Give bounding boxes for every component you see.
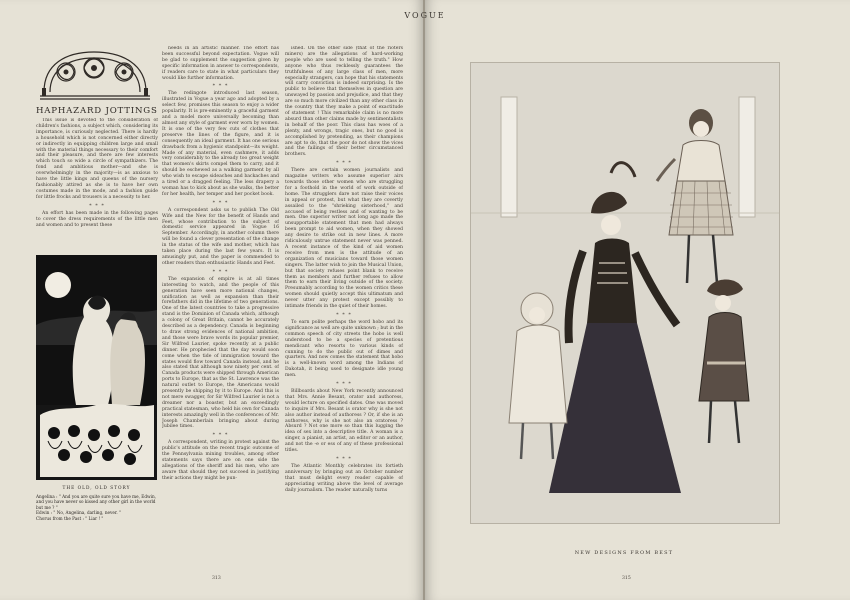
running-head: VOGUE xyxy=(404,11,446,20)
asterism-divider: * * * xyxy=(212,432,229,439)
paragraph: The expansion of empire is at all times interesting to watch, and the people of this generation have seen more national changes, unification as well as expansion than their forefathers did in the lifetime of two generations. One of the latest countries to take a progressive stand is the Dominion of Canada which, although a colony of Great Britain, cannot be accurately described as a dependency. Canada is beginning to draw strong evidences of national ambition, and those were brave words its popular premier, Sir Wilfred Laurier, spoke recently at a public dinner. He prophecied that the day would soon come when the tide of immigration toward the states would flow toward Canada instead, and he also stated that although now ninety per cent. of Canada products were shipped through American ports to Europe, that as the St. Lawrence was the natural outlet to Europe, the Americans would presently be shipping by it to Europe. And this is not mere swagger, for Sir Wilfred Laurier is not a dreamer nor a boaster, but an exceedingly practical statesman, who held his own for Canada interests amazingly well in the conferences of Mr. Joseph Chamberlain bringing about during Jubilee times. xyxy=(162,276,279,430)
page-number-left: 313 xyxy=(212,576,221,581)
plate-caption: NEW DESIGNS FROM BEST xyxy=(574,550,674,556)
illustration-caption-dialogue xyxy=(36,494,157,521)
page-number-right: 315 xyxy=(622,576,631,581)
paragraph: ished. On the other side (that of the rioters miners) are the allegations of hard-working people who are used to telling the truth." How anyone who thus recklessly guarantees the truthfulness of any large class of men, more especially strangers, can hope that his statements will carry conviction is indeed surprising. Is the public to believe that themselves in question are unswayed by passion and prejudice, and that they are so much more civilized than any other class in the country that they make a point of exactitude of statement ! This remarkable claim is no more absurd than other claims made by sentimentalists in behalf of the poor. This class has woes of a plenty, and wrongs, tragic ones, but no good is accomplished by pretending, as their champions are apt to do, that the poor do not show the vices and the failings of their better circumstanced brothers. xyxy=(285,46,403,158)
caption-line: Edwin : " No, Angelina, darling, never. " xyxy=(36,510,121,516)
asterism-divider: * * * xyxy=(212,268,229,275)
paragraph: An effort has been made in the following pages to cover the dress requirements of the little men and women and to present these xyxy=(36,210,158,228)
fashion-plate-drawing xyxy=(471,63,779,523)
asterism-divider: * * * xyxy=(336,456,352,462)
paragraph: needs in an artistic manner. The effort has been successful beyond expectation. Vogue will be glad to supplement the suggestion given by specific information in answer to correspondents, if readers care to state in what particulars they would like further information. xyxy=(162,46,279,81)
paragraph: There are certain women journalists and magazine writers who assume superior airs towards those other women who are struggling for a foothold in the world of work outside of home. The strugglers dare not raise their voices in appeal or protest, but what they are covertly assailed to the "shrieking sisterhood," and accused of being restless and of wanting to be men. One superior writer not long ago made the unsupportable statement that men had always been prompt to aid women, when they showed any desire to strike out in new lines. A more ridiculously untrue statement never was penned. A recent instance of the kind of aid women receive from men is the attitude of an organization of musicians toward those women singers. The latter wish to join the Musical Union, but that society refuses point blank to receive them as members and further refuses to allow them to earn their living outside of the society. Presumably according to the women critics these women should quietly accept this ultimatum and never utter any protest except possibly to intimate friends in the quiet of their homes. xyxy=(285,168,403,310)
column-1-text xyxy=(36,118,158,252)
paragraph: The Atlantic Monthly celebrates its fortieth anniversary by bringing out an October number that must delight every reader capable of appreciating writing above the level of average daily journalism. The reader naturally turns xyxy=(285,464,403,493)
asterism-divider: * * * xyxy=(336,311,352,318)
paragraph: To earn polite perhaps the word hobo and its significance as well are quite unknown ; but in the common speech of city streets the hobo is well understood to be a species of pretentious mendicant who resorts to various kinds of cunning to do the public out of dimes and quarters. And now comes the statement that hobo is a well-known word among the Indians of Dakotah, it being used to designate idle young men. xyxy=(285,319,403,379)
fashion-plate-illustration xyxy=(470,62,780,524)
paragraph: This issue is devoted to the consideration of children's fashions, a subject which, considering its importance, is curiously neglected. There is hardly a household which is not concerned either directly or indirectly in equipping children large and small with the material things necessary to their comfort and their pleasure, and there are few interests which touch so wide a circle of sympathizers. The fond and ambitious mother—and she is overwhelmingly in the majority—is as anxious to have the little kings and queens of the nursery fashionably attired as she is to have her own costumes made in the mode, and a fashion guide for little frocks and trousers is a necessity to her. xyxy=(36,118,158,200)
right-page xyxy=(425,0,850,600)
paragraph: A correspondent, writing in protest against the public's attitude on the recent tragic outcome of the Pennsylvania mining troubles, among other statements says there are on one side the allegations of the sheriff and his men, who are aware that should they not succeed in justifying their actions they might be pun- xyxy=(162,440,279,481)
page-title: HAPHAZARD JOTTINGS xyxy=(36,106,158,116)
paragraph: A correspondent asks us to publish The Old Wife and the New for the benefit of Hands and Feet, whose contribution to the subject of domestic service appeared in Vogue 16 September. Accordingly, in another column there will be found a clever presentation of the change in the status of the wife and mother, which has taken place during the last few years. It is amusingly put, and the paper is commended to other readers than enthusiastic Hands and Feet. xyxy=(162,207,279,266)
column-3-text xyxy=(285,46,403,528)
asterism-divider: * * * xyxy=(89,202,105,209)
illustration-drawing xyxy=(36,255,157,480)
illustration-old-old-story xyxy=(36,255,157,480)
illustration-caption-title: THE OLD, OLD STORY xyxy=(62,486,131,491)
left-page xyxy=(0,0,423,600)
asterism-divider: * * * xyxy=(336,381,352,388)
asterism-divider: * * * xyxy=(212,199,229,206)
column-2-text xyxy=(162,46,279,528)
paragraph: The redingote introduced last season, illustrated in Vogue a year ago and adopted by a select few, promises this season to enjoy a wider popularity. It is pre-eminently a graceful garment and a model more universally becoming than almost any style of garment ever worn by women. It is one of the very few cuts of clothes that preserve the lines of the figure, and it is consequently an ideal garment. It has one serious drawback from a hygienic standpoint—its weight. Made of any material, even cashmere, it adds very considerably to the already too great weight that women's skirts compel them to carry, and it should be eschewed as a walking garment by all who wish to escape sideaches and backaches and a tired or a dragged feeling. The less drapery a woman has to kick about as she walks, the better for her health, her temper and her pocket book. xyxy=(162,91,279,197)
asterism-divider: * * * xyxy=(336,160,352,167)
caption-line: Angelina : " And you are quite sure you have me, Edwin, and you have never so kissed any other girl in the world but me ? " xyxy=(36,494,156,510)
paragraph: Billboards about New York recently announced that Mrs. Annie Besant, orator and authoress, would lecture on specified dates. One was moved to inquire if Mrs. Besant is orator why is she not also author instead of authoress ? Or, if she is an authoress, why is she not also an oratoress ? Absurd ? Not one more so than this lugging the idea of sex into a descriptive title. A woman is a singer, a pianist, an artist, an editor or an author, and not the -e or ess of any of these professional titles. xyxy=(285,389,403,454)
asterism-divider: * * * xyxy=(212,83,229,90)
caption-line: Chorus from the Past : " Liar ! " xyxy=(36,515,104,521)
ornament-decoration xyxy=(36,44,154,102)
